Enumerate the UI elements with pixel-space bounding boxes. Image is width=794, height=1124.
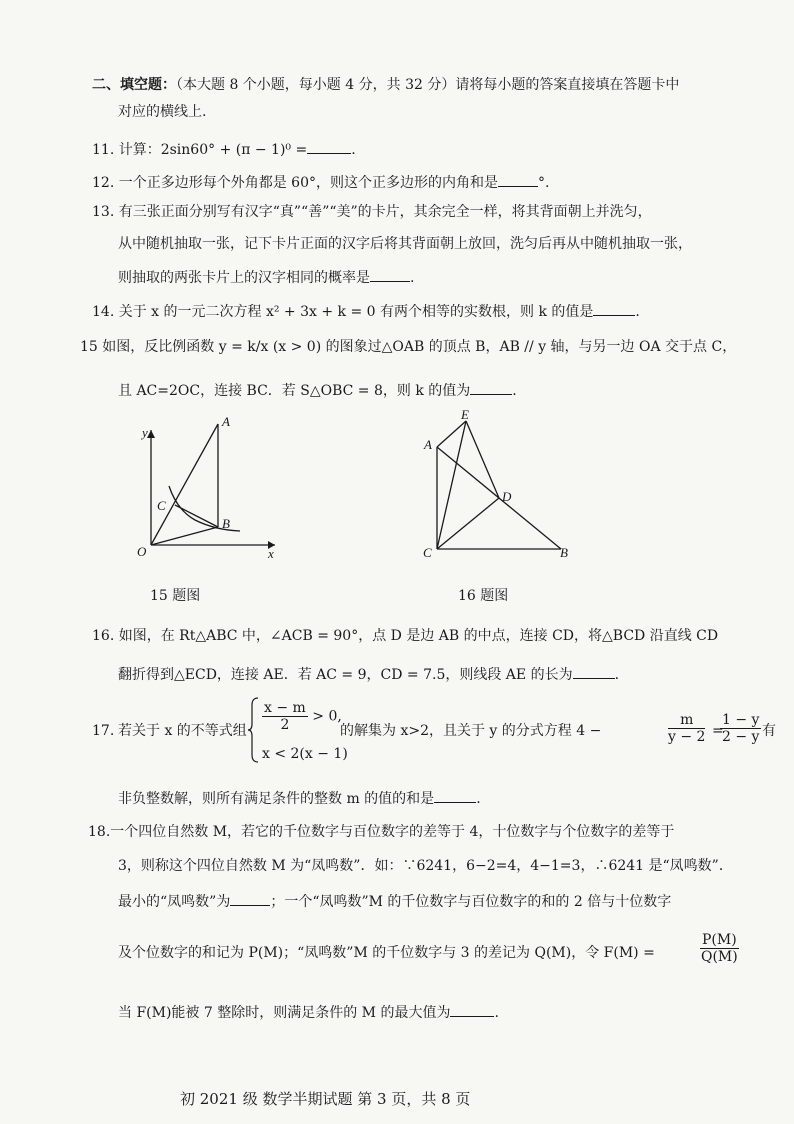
fraction-y [720,712,761,745]
fraction-m [668,712,705,745]
numerator: 1 − y [722,712,760,728]
figure-15 [125,410,295,560]
question-17-post: 有 [762,723,776,739]
period: °. [537,175,550,191]
period: . [351,142,356,158]
question-text: 当 F(M)能被 7 整除时，则满足条件的 M 的最大值为 [118,1005,451,1021]
question-text: 且 AC=2OC，连接 BC．若 S△OBC = 8，则 k 的值为 [118,383,471,399]
numerator: P(M) [702,932,737,948]
figure-15-caption: 15 题图 [150,588,201,604]
numerator: m [668,712,705,729]
period: . [494,1005,499,1021]
period: . [512,383,517,399]
question-text: 一个四位自然数 M，若它的千位数字与百位数字的差等于 4，十位数字与个位数字的差等于 [110,824,675,840]
question-16-line2 [118,664,619,684]
answer-blank[interactable] [450,1002,494,1017]
question-17-line2 [118,788,481,808]
question-15-line2 [118,380,517,400]
fraction [720,712,761,745]
period: . [476,791,481,807]
question-text: 则抽取的两张卡片上的汉字相同的概率是 [118,270,370,286]
question-text: 有三张正面分别写有汉字“真”“善”“美”的卡片，其余完全一样，将其背面朝上并洗匀， [118,204,652,220]
question-number: 11. [92,142,115,158]
question-18 [88,823,674,841]
inequality-2: x < 2(x − 1) [262,746,348,762]
section-heading [92,76,679,94]
page-footer: 初 2021 级 数学半期试题 第 3 页，共 8 页 [180,1090,471,1108]
question-18-line4: 及个位数字的和记为 P(M)；“凤鸣数”M 的千位数字与 3 的差记为 Q(M)，令 F(M) = [118,945,655,961]
label-A: A [222,414,230,429]
question-18-line5 [118,1002,499,1022]
question-number: 14. [92,304,115,320]
fraction [668,712,705,745]
question-16 [92,627,718,645]
section-title: 二、填空题： [92,77,176,93]
question-13-line3 [118,267,414,287]
question-text: ；一个“凤鸣数”M 的千位数字与百位数字的和的 2 倍与十位数字 [270,894,672,910]
label-E: E [461,407,469,422]
segment-OA [151,424,218,545]
question-14 [92,301,640,321]
question-11 [92,139,356,159]
denominator: y − 2 [668,729,706,745]
question-number: 16. [92,628,115,644]
answer-blank[interactable] [573,664,615,679]
period: . [614,667,620,683]
answer-blank[interactable] [498,172,538,187]
label-x: x [268,546,274,560]
section-description-cont: 对应的横线上. [118,104,207,120]
figure-16-caption: 16 题图 [458,588,509,604]
question-text: 非负整数解，则所有满足条件的整数 m 的值的和是 [118,791,435,807]
label-C: C [423,545,432,560]
period: . [635,304,640,320]
answer-blank[interactable] [370,267,410,282]
question-text: 关于 x 的一元二次方程 x² + 3x + k = 0 有两个相等的实数根，则 k 的值是 [118,304,594,320]
question-text: 计算：2sin60° + (π − 1)⁰ = [118,142,308,158]
question-17-mid: 的解集为 x>2，且关于 y 的分式方程 4 − [340,723,602,739]
numerator: x − m [264,700,306,716]
question-12 [92,172,549,192]
label-D: D [502,489,512,504]
question-13-line2: 从中随机抽取一张，记下卡片正面的汉字后将其背面朝上放回，洗匀后再从中随机抽取一张， [118,236,692,252]
answer-blank[interactable] [434,788,476,803]
label-C: C [157,498,166,513]
segment-CE [437,421,466,549]
question-18-line2: 3，则称这个四位自然数 M 为“凤鸣数”．如：∵6241，6−2=4，4−1=3，∴6241 是“凤鸣数”． [118,858,733,874]
equals-sign: = [712,723,724,739]
question-number: 15 [80,339,98,355]
brace-icon [247,697,259,763]
relation: > 0, [312,708,342,725]
label-y: y [142,425,148,440]
fraction-FM [700,932,739,965]
answer-blank[interactable] [230,891,270,906]
question-number: 12. [92,175,115,191]
period: . [410,270,415,286]
question-13 [92,203,652,221]
question-text: 最小的“凤鸣数”为 [118,894,231,910]
denominator: Q(M) [700,949,738,965]
inequality-1 [262,700,342,733]
answer-blank[interactable] [593,301,635,316]
denominator: 2 − y [722,729,760,745]
denominator: 2 [280,717,290,733]
fraction [700,932,739,965]
question-number: 18. [88,824,111,840]
figure-16 [415,405,585,563]
segment-ED [466,421,499,498]
fraction [262,700,308,733]
segment-OB [151,527,218,545]
answer-blank[interactable] [470,380,512,395]
label-O: O [137,544,147,559]
question-17-num: 17. [92,723,115,739]
question-text: 一个正多边形每个外角都是 60°，则这个正多边形的内角和是 [118,175,498,191]
section-description: （本大题 8 个小题，每小题 4 分，共 32 分）请将每小题的答案直接填在答题卡中 [176,77,680,93]
question-text: 如图，反比例函数 y = k/x (x > 0) 的图象过△OAB 的顶点 B，AB // y 轴，与另一边 OA 交于点 C， [102,339,737,355]
question-text: 翻折得到△ECD，连接 AE．若 AC = 9，CD = 7.5，则线段 AE 的长为 [118,667,573,683]
question-15 [80,338,736,356]
label-B: B [560,545,568,560]
y-axis-arrow-icon [147,430,155,438]
label-B: B [222,516,230,531]
question-number: 13. [92,204,115,220]
answer-blank[interactable] [307,139,351,154]
question-text: 如图，在 Rt△ABC 中，∠ACB = 90°，点 D 是边 AB 的中点，连接 CD，将△BCD 沿直线 CD [118,628,719,644]
question-17-pre: 若关于 x 的不等式组 [118,723,247,739]
question-18-line3 [118,891,671,911]
label-A: A [424,437,432,452]
